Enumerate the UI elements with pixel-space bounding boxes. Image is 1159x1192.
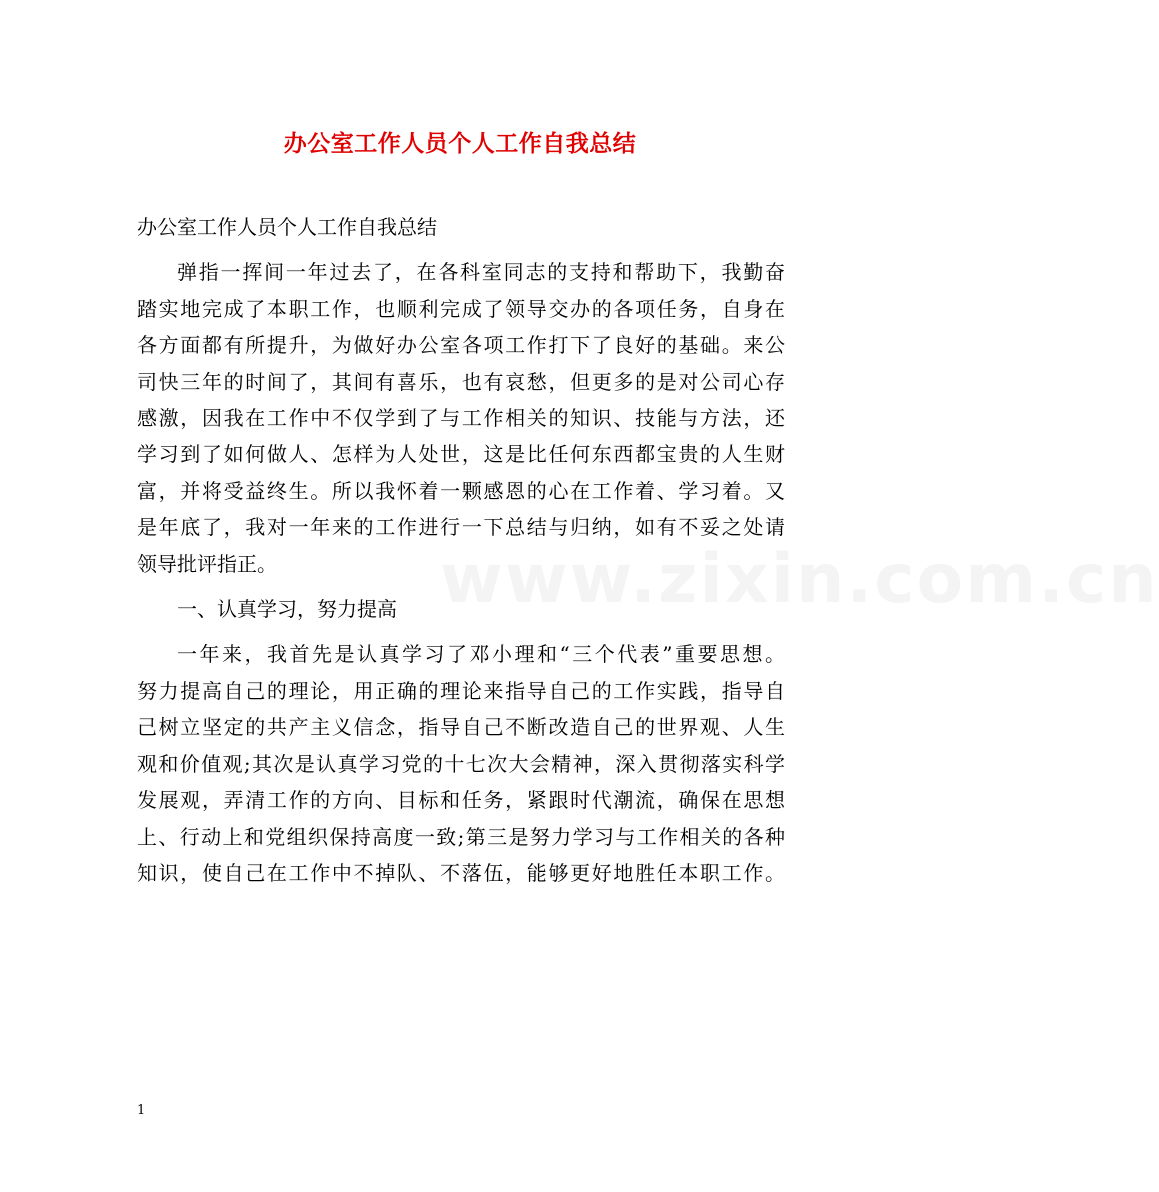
paragraph-intro (137, 254, 785, 582)
text-line: 学习到了如何做人、怎样为人处世，这是比任何东西都宝贵的人生财 (137, 442, 785, 467)
text-line: 感激，因我在工作中不仅学到了与工作相关的知识、技能与方法，还 (137, 406, 785, 431)
document-title: 办公室工作人员个人工作自我总结 (283, 130, 637, 157)
text-line: 各方面都有所提升，为做好办公室各项工作打下了良好的基础。来公 (137, 333, 785, 358)
text-line: 努力提高自己的理论，用正确的理论来指导自己的工作实践，指导自 (137, 678, 785, 703)
page-number: 1 (137, 1103, 146, 1118)
text-line: 己树立坚定的共产主义信念，指导自己不断改造自己的世界观、人生 (137, 715, 785, 740)
text-line: 发展观，弄清工作的方向、目标和任务，紧跟时代潮流，确保在思想 (137, 788, 785, 813)
text-line: 知识，使自己在工作中不掉队、不落伍，能够更好地胜任本职工作。 (137, 860, 785, 885)
text-line: 弹指一挥间一年过去了，在各科室同志的支持和帮助下，我勤奋 (177, 260, 785, 285)
text-line: 富，并将受益终生。所以我怀着一颗感恩的心在工作着、学习着。又 (137, 478, 785, 503)
text-line: 一年来，我首先是认真学习了邓小理和“三个代表”重要思想。 (177, 642, 785, 667)
document-body (137, 209, 785, 891)
text-line: 领导批评指正。 (137, 551, 277, 576)
text-line: 观和价值观;其次是认真学习党的十七次大会精神，深入贯彻落实科学 (137, 751, 785, 776)
paragraph-study (137, 636, 785, 891)
text-line: 上、行动上和党组织保持高度一致;第三是努力学习与工作相关的各种 (137, 824, 785, 849)
text-line: 办公室工作人员个人工作自我总结 (137, 215, 437, 239)
subtitle-line (137, 209, 785, 245)
section-heading (137, 591, 785, 627)
text-line: 踏实地完成了本职工作，也顺利完成了领导交办的各项任务，自身在 (137, 296, 785, 321)
text-line: 是年底了，我对一年来的工作进行一下总结与归纳，如有不妥之处请 (137, 515, 785, 540)
text-line: 司快三年的时间了，其间有喜乐，也有哀愁，但更多的是对公司心存 (137, 369, 785, 394)
watermark: www.zixin.com.cn (440, 540, 1159, 619)
text-line: 一、认真学习，努力提高 (177, 597, 397, 622)
